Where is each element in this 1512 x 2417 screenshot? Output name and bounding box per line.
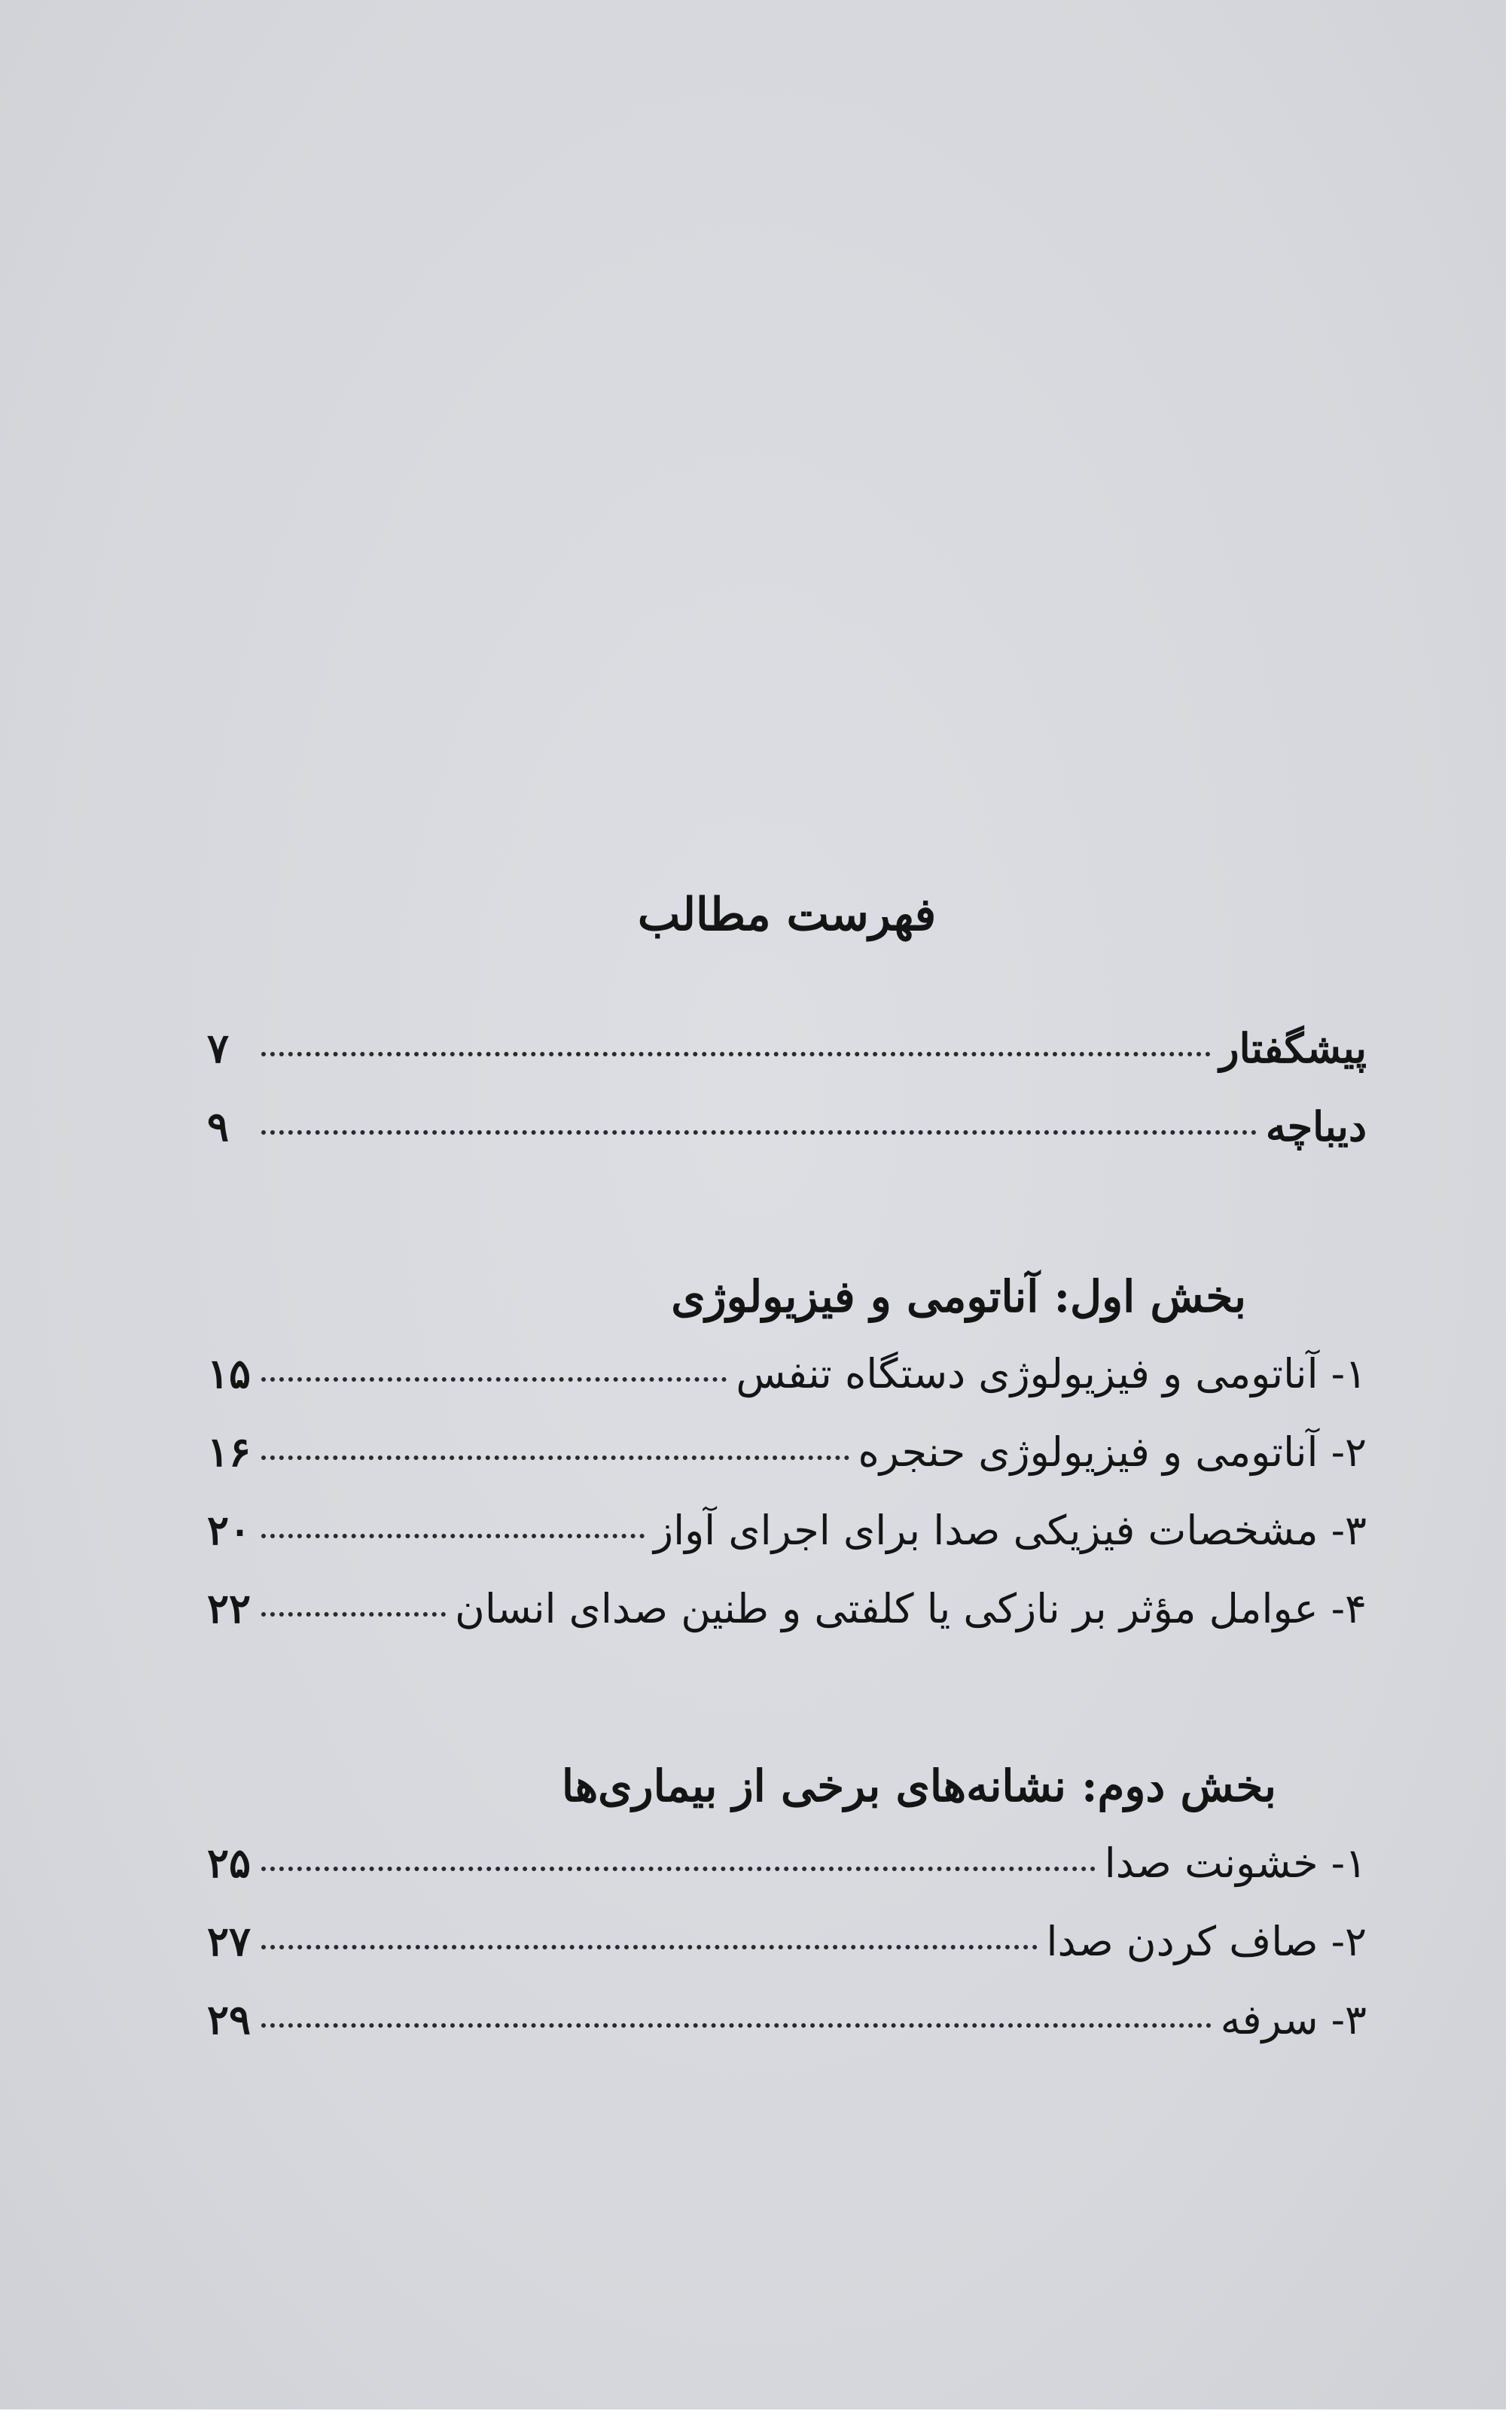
- toc-entry: [207, 1428, 1367, 1506]
- dot-leader: [261, 1052, 1211, 1056]
- toc-entry-introduction: [207, 1102, 1367, 1181]
- dot-leader: [261, 2023, 1212, 2028]
- toc-entry-label: پیشگفتار: [1219, 1024, 1367, 1072]
- toc-entry-page: ۱۶: [207, 1428, 251, 1476]
- toc-entry-label: ۱- آناتومی و فیزیولوژی دستگاه تنفس: [736, 1350, 1367, 1397]
- toc-entry-label: ۲- صاف کردن صدا: [1046, 1918, 1367, 1965]
- dot-leader: [261, 1130, 1257, 1135]
- toc-entry: [207, 1506, 1367, 1584]
- toc-entry-page: ۲۷: [207, 1917, 251, 1965]
- toc-entry-preface: [207, 1024, 1367, 1102]
- section-heading-1: بخش اول: آناتومی و فیزیولوژی: [671, 1271, 1246, 1322]
- toc-entry: [207, 1349, 1367, 1428]
- toc-entry-page: ۲۵: [207, 1839, 251, 1887]
- toc-entry-page: ۲۲: [207, 1584, 251, 1632]
- dot-leader: [261, 1945, 1038, 1949]
- toc-entry: [207, 1584, 1367, 1663]
- dot-leader: [261, 1612, 446, 1617]
- toc-entry-page: ۹: [207, 1102, 230, 1151]
- toc-entry-page: ۱۵: [207, 1349, 251, 1397]
- dot-leader: [261, 1867, 1096, 1871]
- dot-leader: [261, 1534, 645, 1538]
- section-heading-2: بخش دوم: نشانه‌های برخی از بیماری‌ها: [561, 1760, 1276, 1812]
- toc-entry-label: ۲- آناتومی و فیزیولوژی حنجره: [858, 1428, 1367, 1476]
- toc-entry-page: ۲۰: [207, 1506, 251, 1554]
- toc-entry: [207, 1995, 1367, 2074]
- toc-entry: [207, 1839, 1367, 1917]
- table-of-contents: [207, 888, 1367, 2074]
- toc-entry-page: ۷: [207, 1024, 230, 1072]
- toc-entry-label: ۳- مشخصات فیزیکی صدا برای اجرای آواز: [654, 1507, 1367, 1554]
- toc-entry-page: ۲۹: [207, 1995, 251, 2044]
- dot-leader: [261, 1455, 849, 1460]
- toc-entry-label: ۴- عوامل مؤثر بر نازکی یا کلفتی و طنین صدای انسان: [455, 1585, 1367, 1632]
- toc-entry-label: ۱- خشونت صدا: [1104, 1839, 1367, 1887]
- toc-entry-label: ۳- سرفه: [1220, 1996, 1367, 2044]
- toc-entry: [207, 1917, 1367, 1995]
- toc-entry-label: دیباچه: [1265, 1102, 1367, 1151]
- dot-leader: [261, 1377, 727, 1382]
- page-title: فهرست مطالب: [637, 888, 937, 941]
